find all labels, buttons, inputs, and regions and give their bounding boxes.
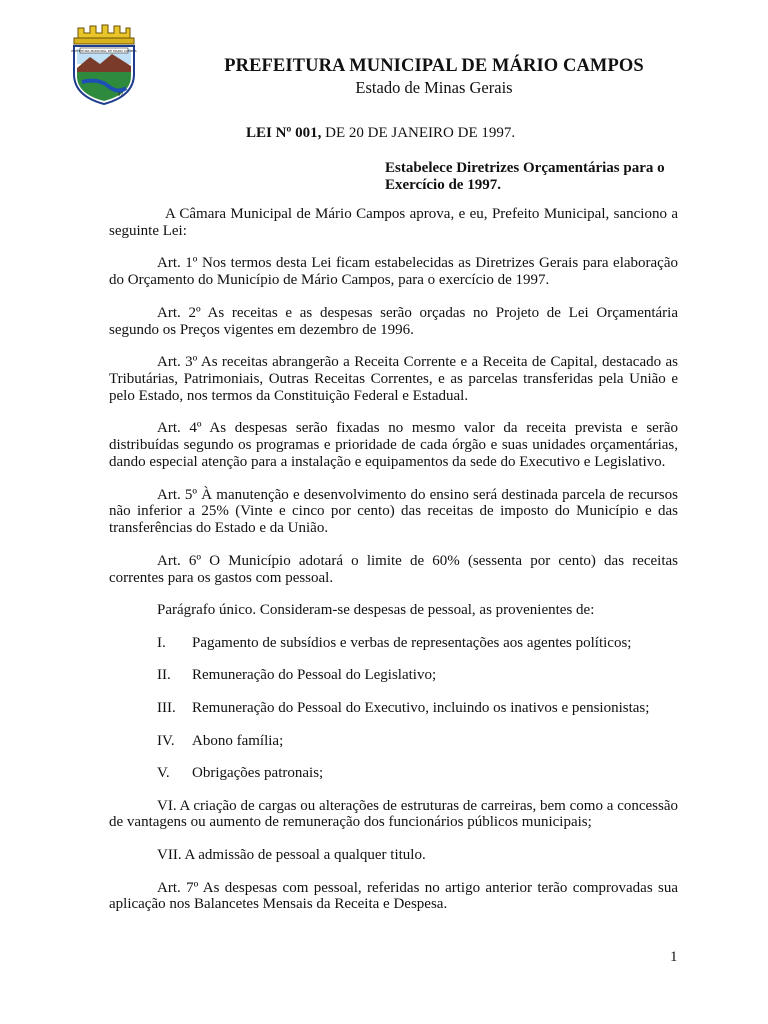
list-item (109, 765, 678, 782)
list-item (109, 700, 678, 717)
list-item-number: I. (157, 634, 166, 651)
law-number: LEI Nº 001, (246, 125, 322, 141)
list-item-text: Remuneração do Pessoal do Executivo, incluindo os inativos e pensionistas; (192, 699, 650, 716)
intro-paragraph: A Câmara Municipal de Mário Campos aprova, e eu, Prefeito Municipal, sanciono a seguinte Lei: (109, 206, 678, 239)
article-2: Art. 2º As receitas e as despesas serão orçadas no Projeto de Lei Orçamentária segundo os Preços vigentes em dezembro de 1996. (109, 304, 678, 338)
page-title: PREFEITURA MUNICIPAL DE MÁRIO CAMPOS (224, 56, 644, 76)
svg-text:97: 97 (118, 92, 124, 97)
article-5: Art. 5º À manutenção e desenvolvimento do ensino será destinada parcela de recursos não inferior a 25% (Vinte e cinco por cento) das receitas de imposto do Município e das transferências do Estado e da União. (109, 486, 678, 537)
list-item-vi: VI. A criação de cargas ou alterações de estruturas de carreiras, bem como a concessão de vantagens ou aumento de remuneração dos funcionários públicos municipais; (109, 797, 678, 831)
list-item-text: Abono família; (192, 732, 284, 749)
article-1: Art. 1º Nos termos desta Lei ficam estabelecidas as Diretrizes Gerais para elaboração do Orçamento do Município de Mário Campos, para o exercício de 1997. (109, 255, 678, 289)
article-6: Art. 6º O Município adotará o limite de 60% (sessenta por cento) das receitas correntes para os gastos com pessoal. (109, 552, 678, 586)
page-number: 1 (670, 949, 678, 965)
list-item (109, 733, 678, 750)
list-item (109, 635, 678, 652)
article-3: Art. 3º As receitas abrangerão a Receita Corrente e a Receita de Capital, destacado as Tributárias, Patrimoniais, Outras Receitas Correntes, e as parcelas transferidas pela União e pelo Estado, nos termos da Constituição Federal e Estadual. (109, 354, 678, 404)
paragrafo-unico: Parágrafo único. Consideram-se despesas de pessoal, as provenientes de: (157, 602, 595, 619)
law-heading (246, 125, 515, 142)
law-date: DE 20 DE JANEIRO DE 1997. (321, 125, 516, 141)
article-4: Art. 4º As despesas serão fixadas no mesmo valor da receita prevista e serão distribuídas segundo os programas e prioridade de cada órgão e suas unidades orçamentárias, dando especial atenção para a instalação e equipamentos da sede do Executivo e Legislativo. (109, 420, 678, 470)
crest-banner-text: PREFEITURA MUNICIPAL DE MÁRIO CAMPOS (71, 49, 137, 53)
list-item (109, 667, 678, 684)
list-item-text: Obrigações patronais; (192, 765, 324, 782)
law-body (109, 206, 678, 929)
law-ementa: Estabelece Diretrizes Orçamentárias para o Exercício de 1997. (385, 160, 665, 193)
article-7: Art. 7º As despesas com pessoal, referidas no artigo anterior terão comprovadas sua aplicação nos Balancetes Mensais da Receita e Despesa. (109, 879, 678, 913)
list-item-number: II. (157, 667, 171, 684)
list-item-vii: VII. A admissão de pessoal a qualquer titulo. (157, 847, 426, 864)
list-item-number: III. (157, 699, 176, 716)
list-item-text: Pagamento de subsídios e verbas de representações aos agentes políticos; (192, 634, 632, 651)
list-item-number: V. (157, 765, 170, 782)
list-item-text: Remuneração do Pessoal do Legislativo; (192, 667, 437, 684)
page-subtitle: Estado de Minas Gerais (355, 78, 513, 97)
list-item-number: IV. (157, 732, 175, 749)
